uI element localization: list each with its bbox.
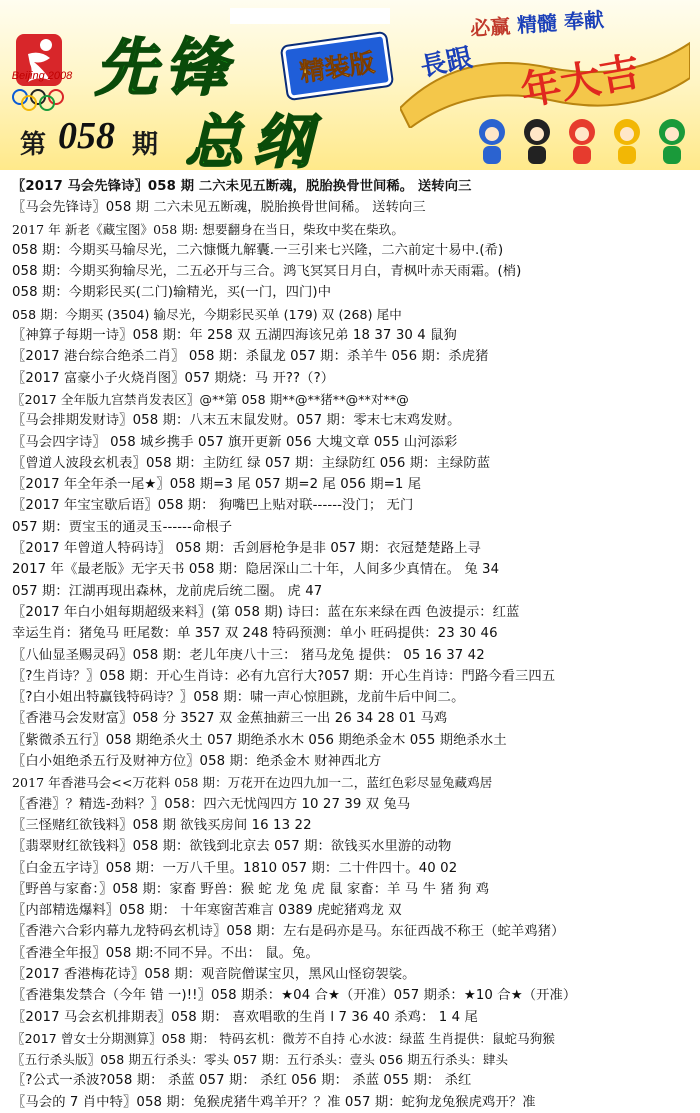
- edition-badge: 精装版: [282, 33, 392, 99]
- text-line: 〖2017 年全年杀一尾★〗058 期=3 尾 057 期=2 尾 056 期=1 尾: [12, 477, 422, 493]
- text-line: 〖曾道人波段玄机表〗058 期：主防红 绿 057 期：主绿防红 056 期：主绿防蓝: [12, 455, 491, 471]
- issue-suffix: 期: [132, 130, 159, 160]
- text-line: 〖香港集发禁合（今年 错 一)!!〗058 期杀：★04 合★（开准）057 期杀：★10 合★（开准）: [12, 988, 577, 1004]
- text-line: 〖白金五字诗〗058 期：一万八千里。1810 057 期：二十件四十。40 02: [12, 860, 458, 876]
- text-line: 2017 年香港马会<<万花料 058 期：万花开在边四九加一二，蓝红色彩尽显兔藏鸡居: [12, 775, 493, 791]
- text-line: 〖马会排期发财诗〗058 期：八末五末鼠发财。057 期：零末七末鸡发财。: [12, 413, 461, 429]
- text-line: 〖2017 马会玄机排期表〗058 期： 喜欢唱歌的生肖 l 7 36 40 杀鸡： 1 4 尾: [12, 1009, 478, 1025]
- text-line: 〖三怪赌红欲钱料〗058 期 欲钱买房间 16 13 22: [12, 817, 312, 833]
- text-line: 〖香港马会发财富〗058 分 3527 双 金蕉抽薪三一出 26 34 28 01 马鸡: [12, 711, 448, 727]
- text-line: 〖2017 年宝宝歇后语〗058 期： 狗嘴巴上贴对联------没门； 无门: [12, 498, 414, 514]
- beijing-2008-label: Beijing 2008: [11, 70, 73, 82]
- text-line: 〖紫微杀五行〗058 期绝杀火土 057 期绝杀水木 056 期绝杀金木 055 期绝杀水土: [12, 732, 507, 748]
- olympic-rings-icon: [10, 88, 70, 112]
- text-line: 2017 年《最老版》无字天书 058 期：隐居深山二十年，人间多少真情在。 兔 34: [12, 562, 500, 578]
- text-line: 〖香港〗？精选-劲料？〗058：四六无忧闯四方 10 27 39 双 兔马: [12, 796, 411, 812]
- text-line: 058 期：今期买马输尽光，二六慷慨九解囊.一三引来七兴隆，二六前定十易中.(希): [12, 242, 504, 258]
- text-line: 〖2017 曾女士分期测算〗058 期： 特码玄机：微芳不自持 心水波：绿蓝 生肖提供：鼠蛇马狗猴: [12, 1030, 555, 1046]
- ribbon-text-a: 長跟: [417, 42, 476, 84]
- text-line: 〖马会四字诗〗 058 城乡携手 057 旗开更新 056 大塊文章 055 山河添彩: [12, 434, 458, 450]
- text-line: 幸运生肖：猪兔马 旺尾数：单 357 双 248 特码预测：单小 旺码提供：23 30 46: [12, 626, 498, 642]
- text-line: 057 期：贾宝玉的通灵玉------命根子: [12, 519, 233, 535]
- text-line: 〖?白小姐出特赢钱特码诗？〗058 期：啸一声心惊胆跳，龙前牛后中间二。: [12, 690, 465, 706]
- text-line: 〖马会的 7 肖中特〗058 期：兔猴虎猪牛鸡羊开？？准 057 期：蛇狗龙兔猴虎鸡开？准: [12, 1094, 536, 1110]
- ribbon-text-b: 年大吉: [517, 47, 644, 116]
- text-line: 058 期：今期彩民买(二门)输精光，买(一门，四门)中: [12, 285, 332, 301]
- masthead-title-top: 先锋: [95, 31, 236, 104]
- banner-blank-strip: [230, 8, 390, 24]
- text-line: 〖2017 富豪小子火烧肖图〗057 期烧：马 开??（?）: [12, 370, 335, 386]
- text-line: 2017 年 新老《藏宝图》058 期: 想要翻身在当日，柴玫中奖在柴玖。: [12, 221, 404, 237]
- issue-prefix: 第: [20, 130, 47, 160]
- text-line: 058 期：今期买 (3504) 输尽光，今期彩民买单 (179) 双 (268) 尾中: [12, 306, 402, 322]
- text-line: 〖?生肖诗？〗058 期：开心生肖诗：必有九宫行大?057 期：开心生肖诗：門路今看三四五: [12, 668, 556, 684]
- text-line: 〖2017 年白小姐每期超级来料〗(第 058 期) 诗曰：蓝在东来绿在西 色波提示：红蓝: [12, 604, 520, 620]
- fuwa-mascots-icon: [472, 114, 698, 166]
- text-line: 〖翡翠财红欲钱料〗058 期：欲钱到北京去 057 期：欲钱买水里游的动物: [12, 839, 452, 855]
- text-line: 〖2017 香港梅花诗〗058 期：观音院僧谋宝贝，黑风山怪窃袈裟。: [12, 966, 416, 982]
- masthead-title-bottom: 总纲: [185, 108, 322, 170]
- text-line: 〖2017 全年版九宫禁肖发表区〗@**第 058 期**@**猪**@**对**@: [12, 391, 409, 407]
- header-banner: [0, 0, 700, 170]
- text-line: 〖2017 港台综合绝杀二肖〗 058 期：杀鼠龙 057 期：杀羊牛 056 期：杀虎猪: [12, 349, 489, 365]
- text-line: 〖马会先锋诗〗058 期 二六未见五断魂，脱胎换骨世间稀。 送转向三: [12, 200, 426, 216]
- text-line: 〖八仙显圣赐灵码〗058 期：老儿年庚八十三： 猪马龙兔 提供： 05 16 37 42: [12, 647, 485, 663]
- slogan: [469, 3, 605, 41]
- text-line: 〖五行杀头版〗058 期五行杀头：零头 057 期：五行杀头：壹头 056 期五行杀头：肆头: [12, 1052, 509, 1068]
- text-line: 〖野兽与家畜：〗058 期：家畜 野兽：猴 蛇 龙 兔 虎 鼠 家畜：羊 马 牛 猪 狗 鸡: [12, 881, 490, 897]
- slogan-part-b: 精髓 奉献: [516, 7, 605, 38]
- text-line: 〖内部精选爆料〗058 期： 十年寒窗苦难言 0389 虎蛇猪鸡龙 双: [12, 903, 402, 919]
- text-line: 058 期：今期买狗输尽光，二五必开与三合。鸿飞冥冥日月白，青枫叶赤天雨霜。(梢): [12, 264, 522, 280]
- text-line: 057 期：江湖再现出森林，龙前虎后统二圈。 虎 47: [12, 583, 323, 599]
- text-line: 〖神算子每期一诗〗058 期：年 258 双 五湖四海该兄弟 18 37 30 4 鼠狗: [12, 328, 457, 344]
- text-line: 〖?公式一杀波?058 期： 杀蓝 057 期： 杀红 056 期： 杀蓝 055 期： 杀红: [12, 1073, 472, 1089]
- prediction-list: [0, 176, 700, 1113]
- text-line: 〖香港六合彩内幕九龙特码玄机诗〗058 期：左右是码亦是马。东征西战不称王（蛇羊鸡猪）: [12, 924, 565, 940]
- text-line: 〖2017 马会先锋诗〗058 期 二六未见五断魂，脱胎换骨世间稀。 送转向三: [12, 179, 472, 194]
- slogan-part-a: 必赢: [469, 13, 512, 41]
- text-line: 〖香港全年报〗058 期:不同不异。不出： 鼠。兔。: [12, 945, 319, 961]
- text-line: 〖2017 年曾道人特码诗〗 058 期：舌剑唇枪争是非 057 期：衣冠楚楚路上寻: [12, 541, 481, 557]
- issue-number: 058: [58, 115, 115, 157]
- text-line: 〖白小姐绝杀五行及财神方位〗058 期：绝杀金木 财神西北方: [12, 754, 382, 770]
